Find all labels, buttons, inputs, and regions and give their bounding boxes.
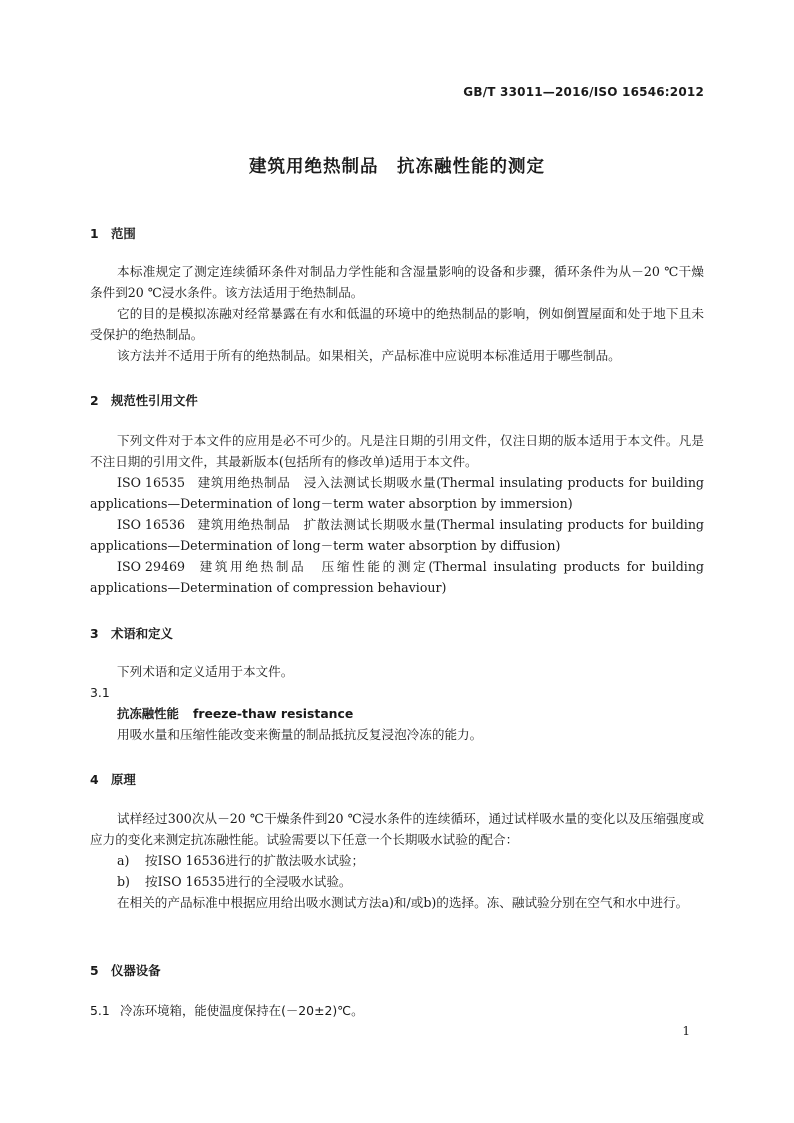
- section-number: 4: [90, 772, 99, 787]
- clause-number: 5.1: [90, 1003, 110, 1018]
- clause-5-1: [90, 1001, 704, 1019]
- term-english: freeze-thaw resistance: [192, 706, 354, 721]
- reference-text: 建筑用绝热制品 扩散法测试长期吸水量(Thermal insulating products for building applications—Determination of long－term water absorption by diffusion): [90, 517, 704, 553]
- reference-text: 建筑用绝热制品 压缩性能的测定(Thermal insulating products for building applications—Determination of compression behaviour): [90, 559, 704, 595]
- paragraph: 该方法并不适用于所有的绝热制品。如果相关，产品标准中应说明本标准适用于哪些制品。: [117, 348, 621, 363]
- section-1-heading: [90, 224, 704, 242]
- reference-item: [90, 514, 704, 556]
- list-text: 按ISO 16536进行的扩散法吸水试验；: [145, 853, 365, 868]
- reference-code: ISO 29469: [117, 559, 185, 574]
- clause-text: 冷冻环境箱，能使温度保持在(－20±2)℃。: [120, 1003, 364, 1018]
- section-number: 1: [90, 226, 99, 241]
- clause-number: 3.1: [90, 685, 110, 700]
- list-label: a): [117, 853, 130, 868]
- term-entry: [90, 703, 704, 724]
- section-title: 范围: [111, 226, 136, 241]
- reference-item: [90, 472, 704, 514]
- list-label: b): [117, 874, 130, 889]
- list-item: [90, 850, 704, 871]
- section-title: 原理: [111, 772, 136, 787]
- standard-code: GB/T 33011—2016/ISO 16546:2012: [463, 85, 704, 99]
- section-3-body: [90, 661, 704, 745]
- section-1-body: [90, 261, 704, 366]
- section-3-heading: [90, 624, 704, 642]
- paragraph: 本标准规定了测定连续循环条件对制品力学性能和含湿量影响的设备和步骤，循环条件为从－20 ℃干燥条件到20 ℃浸水条件。该方法适用于绝热制品。: [90, 264, 704, 300]
- section-number: 5: [90, 963, 99, 978]
- section-number: 2: [90, 393, 99, 408]
- reference-item: [90, 556, 704, 598]
- section-4-heading: [90, 770, 704, 788]
- reference-code: ISO 16535: [117, 475, 185, 490]
- section-2-heading: [90, 391, 704, 409]
- reference-code: ISO 16536: [117, 517, 185, 532]
- section-2-body: [90, 430, 704, 598]
- section-title: 术语和定义: [111, 626, 173, 641]
- paragraph: 在相关的产品标准中根据应用给出吸水测试方法a)和/或b)的选择。冻、融试验分别在空气和水中进行。: [117, 895, 689, 910]
- paragraph: 它的目的是模拟冻融对经常暴露在有水和低温的环境中的绝热制品的影响，例如倒置屋面和处于地下且未受保护的绝热制品。: [90, 306, 704, 342]
- page-number: 1: [682, 1024, 690, 1038]
- paragraph: 下列文件对于本文件的应用是必不可少的。凡是注日期的引用文件，仅注日期的版本适用于本文件。凡是不注日期的引用文件，其最新版本(包括所有的修改单)适用于本文件。: [90, 433, 704, 469]
- section-5-heading: [90, 961, 704, 979]
- paragraph: 试样经过300次从－20 ℃干燥条件到20 ℃浸水条件的连续循环，通过试样吸水量的变化以及压缩强度或应力的变化来测定抗冻融性能。试验需要以下任意一个长期吸水试验的配合：: [90, 811, 704, 847]
- reference-text: 建筑用绝热制品 浸入法测试长期吸水量(Thermal insulating products for building applications—Determination of long－term water absorption by immersion): [90, 475, 704, 511]
- section-number: 3: [90, 626, 99, 641]
- section-4-body: [90, 808, 704, 913]
- document-title: 建筑用绝热制品 抗冻融性能的测定: [249, 157, 545, 177]
- list-text: 按ISO 16535进行的全浸吸水试验。: [145, 874, 352, 889]
- section-title: 仪器设备: [111, 963, 161, 978]
- term-definition: 用吸水量和压缩性能改变来衡量的制品抵抗反复浸泡冷冻的能力。: [117, 727, 483, 742]
- paragraph: 下列术语和定义适用于本文件。: [117, 664, 294, 679]
- section-title: 规范性引用文件: [111, 393, 198, 408]
- list-item: [90, 871, 704, 892]
- term-chinese: 抗冻融性能: [117, 706, 179, 721]
